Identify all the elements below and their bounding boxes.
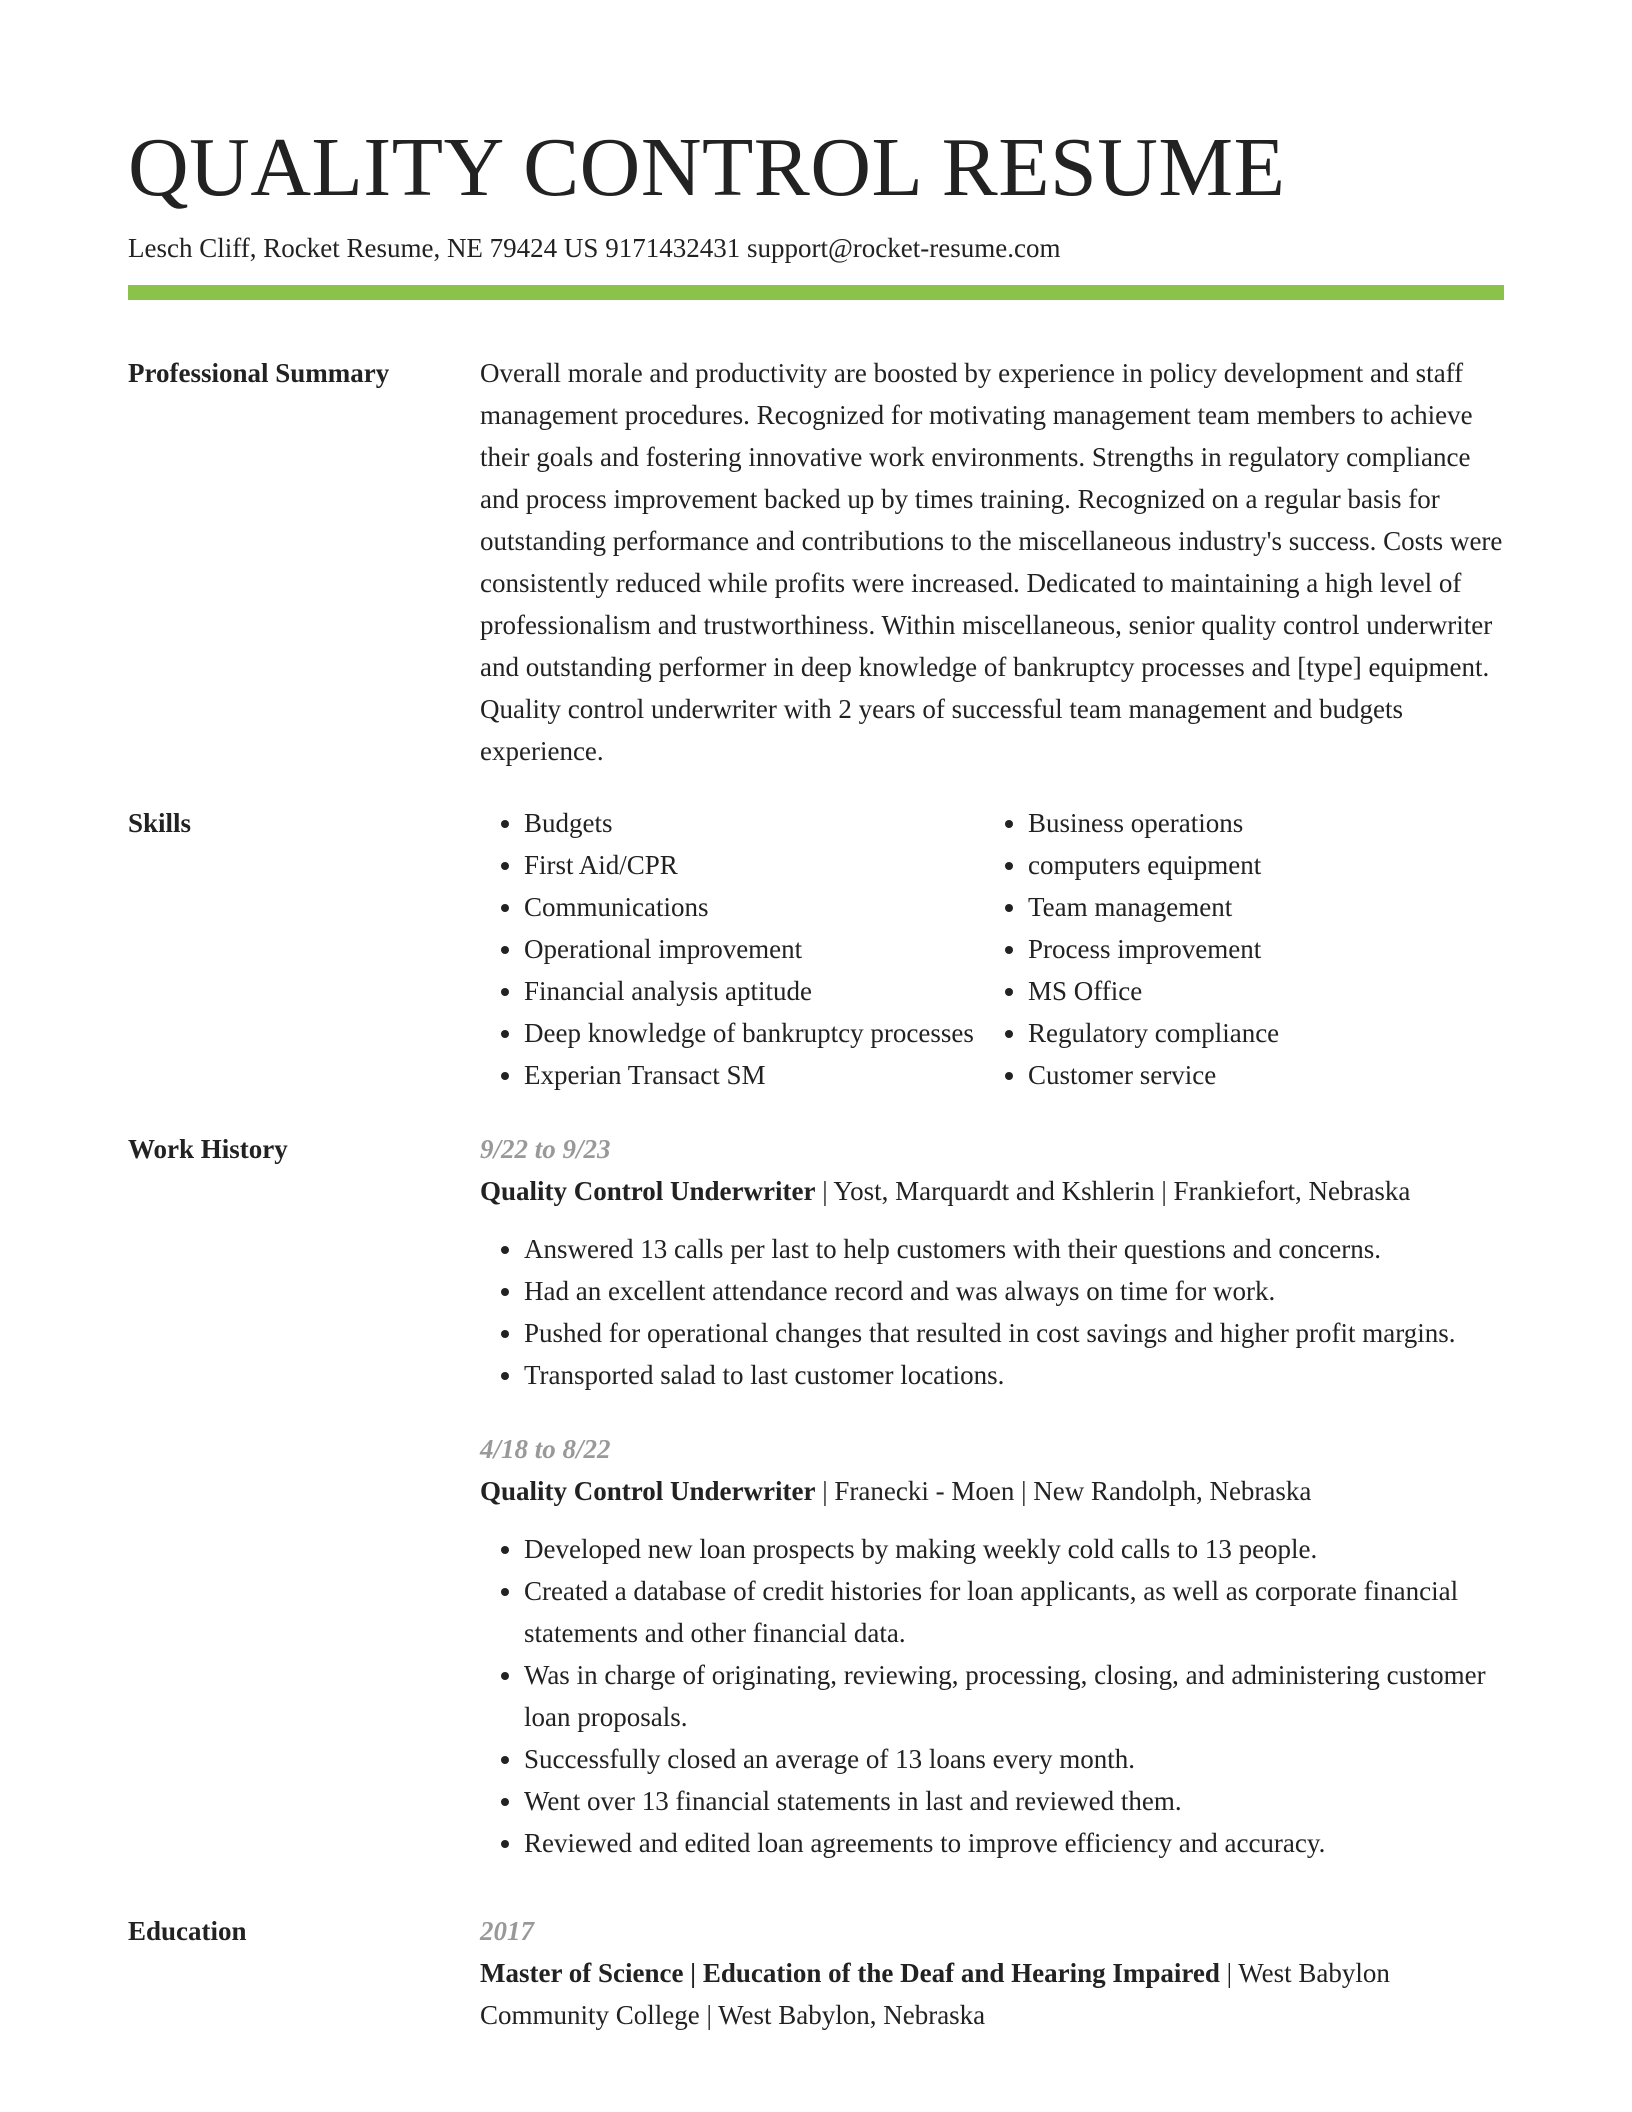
resume-title: QUALITY CONTROL RESUME <box>128 121 1286 214</box>
skill-item: • Deep knowledge of bankruptcy processes <box>524 1012 984 1054</box>
summary-section <box>128 352 1504 772</box>
summary-text: Overall morale and productivity are boosted by experience in policy development and staff management procedures. Recognized for motivating management team members to achieve their goals and fostering innovative work environments. Strengths in regulatory compliance and process improvement backed up by times training. Recognized on a regular basis for outstanding performance and contributions to the miscellaneous industry's success. Costs were consistently reduced while profits were increased. Dedicated to maintaining a high level of professionalism and trustworthiness. Within miscellaneous, senior quality control underwriter and outstanding performer in deep knowledge of bankruptcy processes and [type] equipment. Quality control underwriter with 2 years of successful team management and budgets experience. <box>480 358 1503 766</box>
job-entry <box>480 1428 1504 1864</box>
summary-label: Professional Summary <box>128 358 390 388</box>
job-bullet: • Transported salad to last customer locations. <box>524 1354 1504 1396</box>
skill-item: • Business operations <box>1028 802 1498 844</box>
skill-item: • Customer service <box>1028 1054 1498 1096</box>
skill-item: • Communications <box>524 886 984 928</box>
job-date: 9/22 to 9/23 <box>480 1134 611 1164</box>
job-employer: | Franecki - Moen | New Randolph, Nebraska <box>815 1476 1312 1506</box>
skill-item: • Process improvement <box>1028 928 1498 970</box>
work-history-label: Work History <box>128 1134 288 1164</box>
skill-item: • Team management <box>1028 886 1498 928</box>
job-bullet: • Went over 13 financial statements in last and reviewed them. <box>524 1780 1504 1822</box>
job-bullet: • Created a database of credit histories for loan applicants, as well as corporate financial statements and other financial data. <box>524 1570 1504 1654</box>
skill-item: • Budgets <box>524 802 984 844</box>
skill-item: • First Aid/CPR <box>524 844 984 886</box>
education-school: | West Babylon Community College | West Babylon, Nebraska <box>480 1958 1390 2030</box>
job-bullet: • Reviewed and edited loan agreements to improve efficiency and accuracy. <box>524 1822 1504 1864</box>
job-title: Quality Control Underwriter <box>480 1176 816 1206</box>
job-entry <box>480 1128 1504 1396</box>
education-degree: Master of Science | Education of the Deaf and Hearing Impaired <box>480 1958 1220 1988</box>
work-history-section <box>128 1128 1504 1896</box>
education-date: 2017 <box>480 1916 534 1946</box>
job-bullet: • Was in charge of originating, reviewing, processing, closing, and administering customer loan proposals. <box>524 1654 1504 1738</box>
skills-label: Skills <box>128 808 192 838</box>
job-bullet: • Pushed for operational changes that resulted in cost savings and higher profit margins. <box>524 1312 1504 1354</box>
job-bullet: • Successfully closed an average of 13 loans every month. <box>524 1738 1504 1780</box>
job-bullet: • Had an excellent attendance record and was always on time for work. <box>524 1270 1504 1312</box>
job-bullet: • Developed new loan prospects by making weekly cold calls to 13 people. <box>524 1528 1504 1570</box>
job-title-line <box>480 1170 1504 1212</box>
skill-item: • Regulatory compliance <box>1028 1012 1498 1054</box>
job-bullet: • Answered 13 calls per last to help customers with their questions and concerns. <box>524 1228 1504 1270</box>
skill-item: • Operational improvement <box>524 928 984 970</box>
education-section <box>128 1910 1504 2036</box>
job-title: Quality Control Underwriter <box>480 1476 816 1506</box>
education-label: Education <box>128 1916 247 1946</box>
skills-list-left <box>480 802 984 1096</box>
skill-item: • Experian Transact SM <box>524 1054 984 1096</box>
job-date: 4/18 to 8/22 <box>480 1434 611 1464</box>
skill-item: • Financial analysis aptitude <box>524 970 984 1012</box>
contact-line: Lesch Cliff, Rocket Resume, NE 79424 US 9171432431 support@rocket-resume.com <box>128 233 1061 263</box>
skills-list-right <box>984 802 1498 1096</box>
resume-page <box>128 118 1504 2036</box>
job-title-line <box>480 1470 1504 1512</box>
job-bullets <box>480 1228 1504 1396</box>
skill-item: • computers equipment <box>1028 844 1498 886</box>
header-divider <box>128 285 1504 300</box>
skill-item: • MS Office <box>1028 970 1498 1012</box>
skills-section <box>128 802 1504 1096</box>
education-line <box>480 1952 1504 2036</box>
job-bullets <box>480 1528 1504 1864</box>
job-employer: | Yost, Marquardt and Kshlerin | Frankiefort, Nebraska <box>815 1176 1411 1206</box>
